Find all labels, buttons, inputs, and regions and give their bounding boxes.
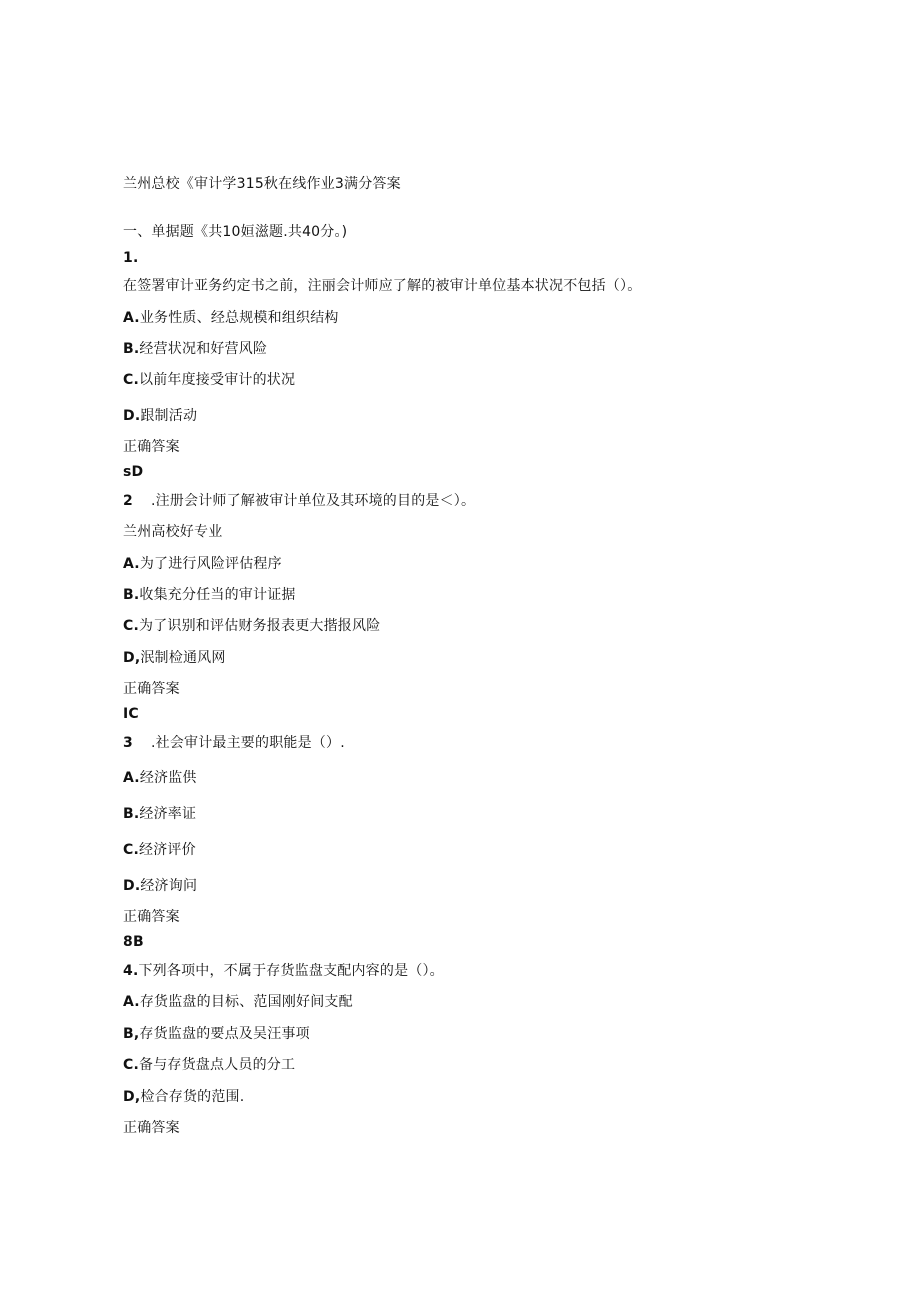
option-label: D, — [123, 1089, 141, 1105]
option-text: 备与存货盘点人员的分工 — [139, 1057, 296, 1073]
question-2-option-d — [123, 649, 226, 667]
option-text: 为了进行风险评估程序 — [139, 556, 282, 572]
question-3-answer-label: 正确答案 — [123, 909, 180, 925]
question-4-option-c — [123, 1056, 295, 1074]
question-4-text: 下列各项中，不属于存货监盘支配内容的是（）。 — [138, 963, 444, 979]
section-heading: 一、单据题《共10姮滋题.共40分。) — [123, 224, 348, 240]
option-text: 收集充分任当的审计证据 — [139, 587, 296, 603]
option-label: D, — [123, 650, 141, 666]
option-text: 存货监盘的要点及吴汪事项 — [139, 1026, 310, 1042]
question-2-option-c — [123, 617, 380, 635]
option-text: 经济评价 — [139, 842, 196, 858]
question-4-line — [123, 962, 444, 980]
question-1-number: 1. — [123, 250, 139, 266]
document-title: 兰州总校《审计学315秋在线作业3满分答案 — [123, 176, 401, 192]
question-2-line — [123, 492, 475, 510]
option-text: 经济率证 — [139, 806, 197, 822]
question-2-answer-label: 正确答案 — [123, 681, 180, 697]
question-4-answer-label: 正确答案 — [123, 1120, 180, 1136]
question-2-number: 2 — [123, 493, 133, 509]
option-text: 泯制检通风网 — [140, 650, 226, 666]
option-label: A. — [123, 770, 140, 786]
question-1-option-d — [123, 407, 197, 425]
question-2-option-b — [123, 586, 296, 604]
question-4-option-b — [123, 1025, 310, 1043]
option-label: B. — [123, 587, 140, 603]
option-text: 经济监供 — [139, 770, 197, 786]
question-3-option-a — [123, 769, 197, 787]
option-label: C. — [123, 618, 139, 634]
option-text: 以前年度接受审计的状况 — [139, 372, 296, 388]
option-text: 业务性质、经总规模和组织结构 — [139, 310, 339, 326]
option-label: B, — [123, 1026, 140, 1042]
question-4-number: 4. — [123, 963, 139, 979]
option-text: 跟制活动 — [140, 408, 198, 424]
question-3-line — [123, 734, 345, 752]
question-1-option-b — [123, 340, 267, 358]
question-2-text: .注册会计师了解被审计单位及其环境的目的是＜）。 — [150, 493, 476, 509]
option-label: D. — [123, 408, 141, 424]
option-text: 经营状况和好营风险 — [139, 341, 268, 357]
question-2-note: 兰州高校好专业 — [123, 524, 223, 540]
question-4-option-d — [123, 1088, 244, 1106]
option-text: 为了识别和评估财务报表更大揩报风险 — [139, 618, 381, 634]
option-label: B. — [123, 341, 140, 357]
option-label: A. — [123, 556, 140, 572]
question-3-option-c — [123, 841, 196, 859]
question-1-answer-label: 正确答案 — [123, 439, 180, 455]
question-3-option-d — [123, 877, 197, 895]
question-2-answer: IC — [123, 706, 139, 722]
question-2-option-a — [123, 555, 282, 573]
question-3-option-b — [123, 805, 196, 823]
option-label: C. — [123, 842, 139, 858]
option-label: A. — [123, 310, 140, 326]
question-3-text: .社会审计最主要的职能是（）. — [150, 735, 345, 751]
option-text: 经济询问 — [140, 878, 198, 894]
option-label: A. — [123, 994, 140, 1010]
question-1-answer: sD — [123, 464, 144, 480]
option-text: 检合存货的范围. — [140, 1089, 245, 1105]
question-1-text: 在签署审计亚务约定书之前，注丽会计师应了解的被审计单位基本状况不包括（）。 — [123, 278, 642, 294]
question-4-option-a — [123, 993, 353, 1011]
option-label: C. — [123, 372, 139, 388]
question-1-option-a — [123, 309, 339, 327]
option-label: D. — [123, 878, 141, 894]
option-text: 存货监盘的目标、范国刚好间支配 — [139, 994, 353, 1010]
question-3-answer: 8B — [123, 934, 144, 950]
question-3-number: 3 — [123, 735, 133, 751]
question-1-option-c — [123, 371, 295, 389]
option-label: C. — [123, 1057, 139, 1073]
option-label: B. — [123, 806, 140, 822]
